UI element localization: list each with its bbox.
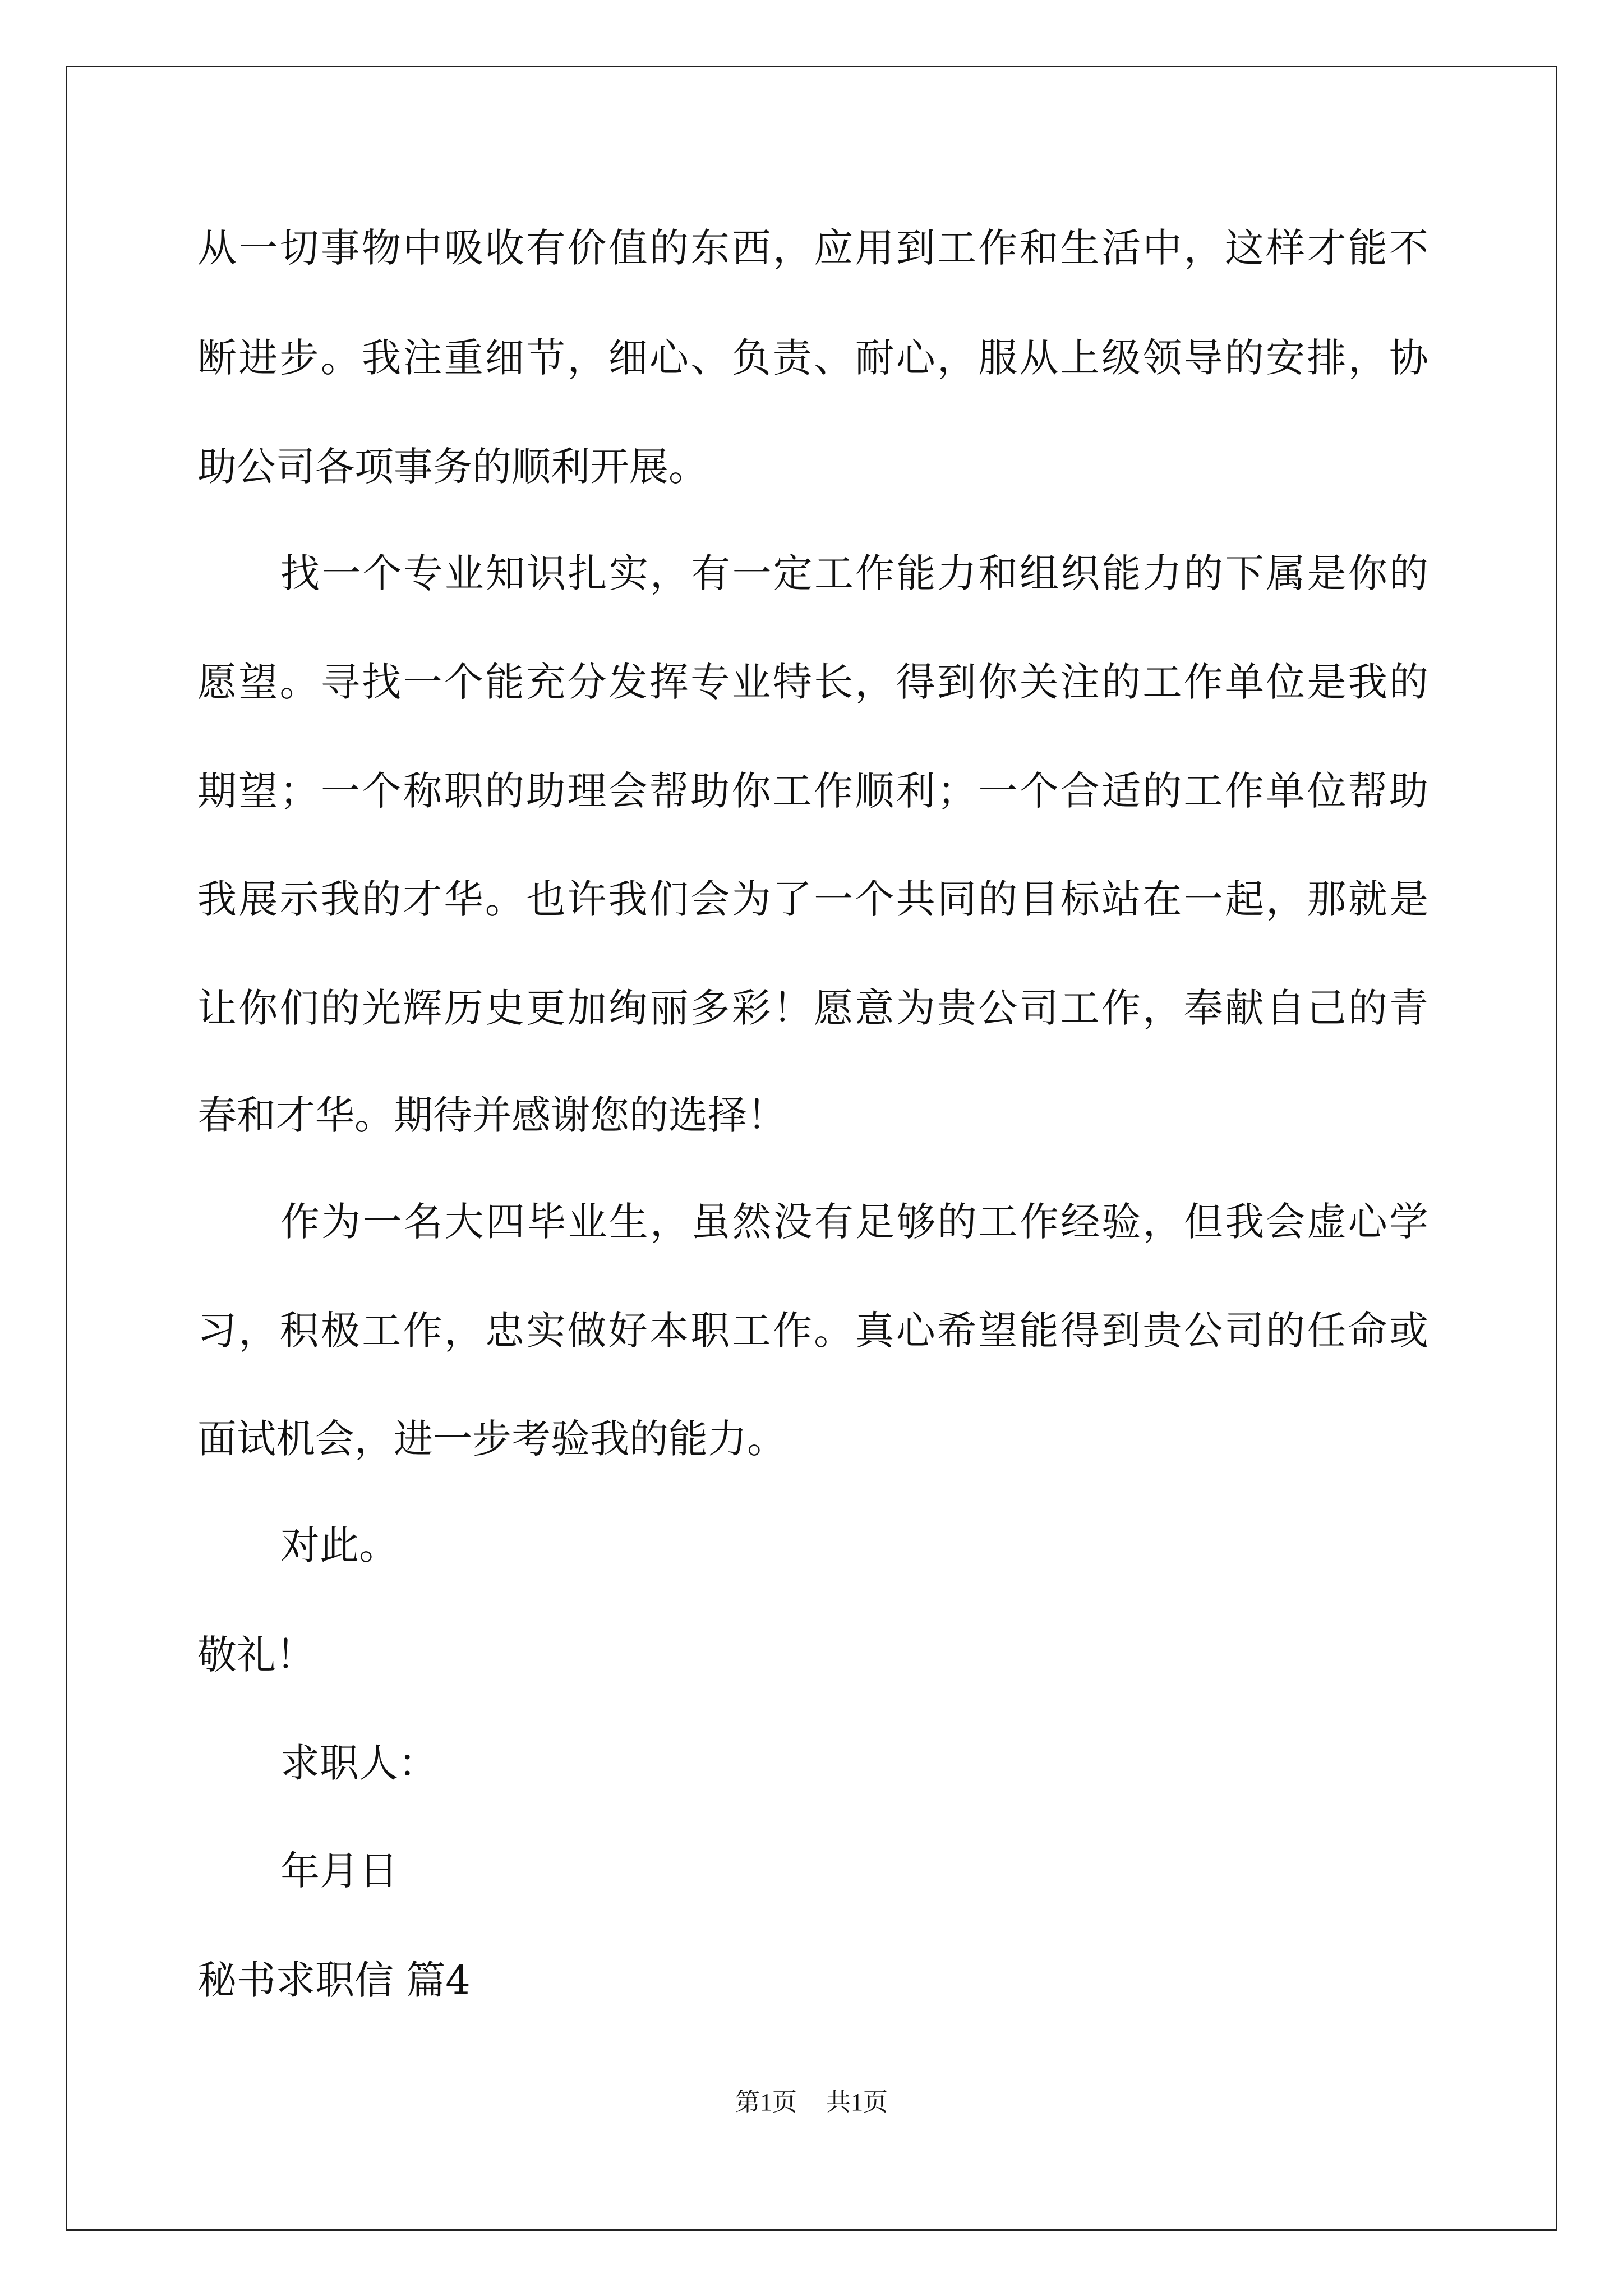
signature-label: 求职人： (280, 1740, 437, 1786)
salutation-text: 敬礼！ (197, 1632, 315, 1678)
paragraph-3-line-1: 作为一名大四毕业生，虽然没有足够的工作经验，但我会虚心学 (280, 1199, 1428, 1245)
paragraph-2-line-5: 让你们的光辉历史更加绚丽多彩！愿意为贵公司工作，奉献自己的青 (197, 985, 1428, 1031)
paragraph-2-line-4: 我展示我的才华。也许我们会为了一个共同的目标站在一起，那就是 (197, 876, 1428, 922)
paragraph-2-line-1: 找一个专业知识扎实，有一定工作能力和组织能力的下属是你的 (280, 550, 1428, 596)
page-footer (0, 2086, 1623, 2119)
paragraph-2-line-2: 愿望。寻找一个能充分发挥专业特长，得到你关注的工作单位是我的 (197, 659, 1428, 705)
paragraph-1-line-3: 助公司各项事务的顺利开展。 (197, 444, 708, 490)
page-number-total: 共1页 (826, 2088, 888, 2116)
paragraph-3-line-2: 习，积极工作，忠实做好本职工作。真心希望能得到贵公司的任命或 (197, 1308, 1428, 1354)
paragraph-1-line-1: 从一切事物中吸收有价值的东西，应用到工作和生活中，这样才能不 (197, 225, 1428, 271)
closing-text: 对此。 (280, 1522, 398, 1568)
page-number-current: 第1页 (735, 2088, 797, 2116)
date-label: 年月日 (280, 1848, 398, 1894)
paragraph-2-line-3: 期望；一个称职的助理会帮助你工作顺利；一个合适的工作单位帮助 (197, 768, 1428, 814)
section-title: 秘书求职信 篇4 (197, 1957, 471, 2003)
paragraph-1-line-2: 断进步。我注重细节，细心、负责、耐心，服从上级领导的安排，协 (197, 335, 1428, 381)
page-border (66, 66, 1557, 2231)
paragraph-3-line-3: 面试机会，进一步考验我的能力。 (197, 1416, 786, 1462)
paragraph-2-line-6: 春和才华。期待并感谢您的选择！ (197, 1092, 786, 1138)
